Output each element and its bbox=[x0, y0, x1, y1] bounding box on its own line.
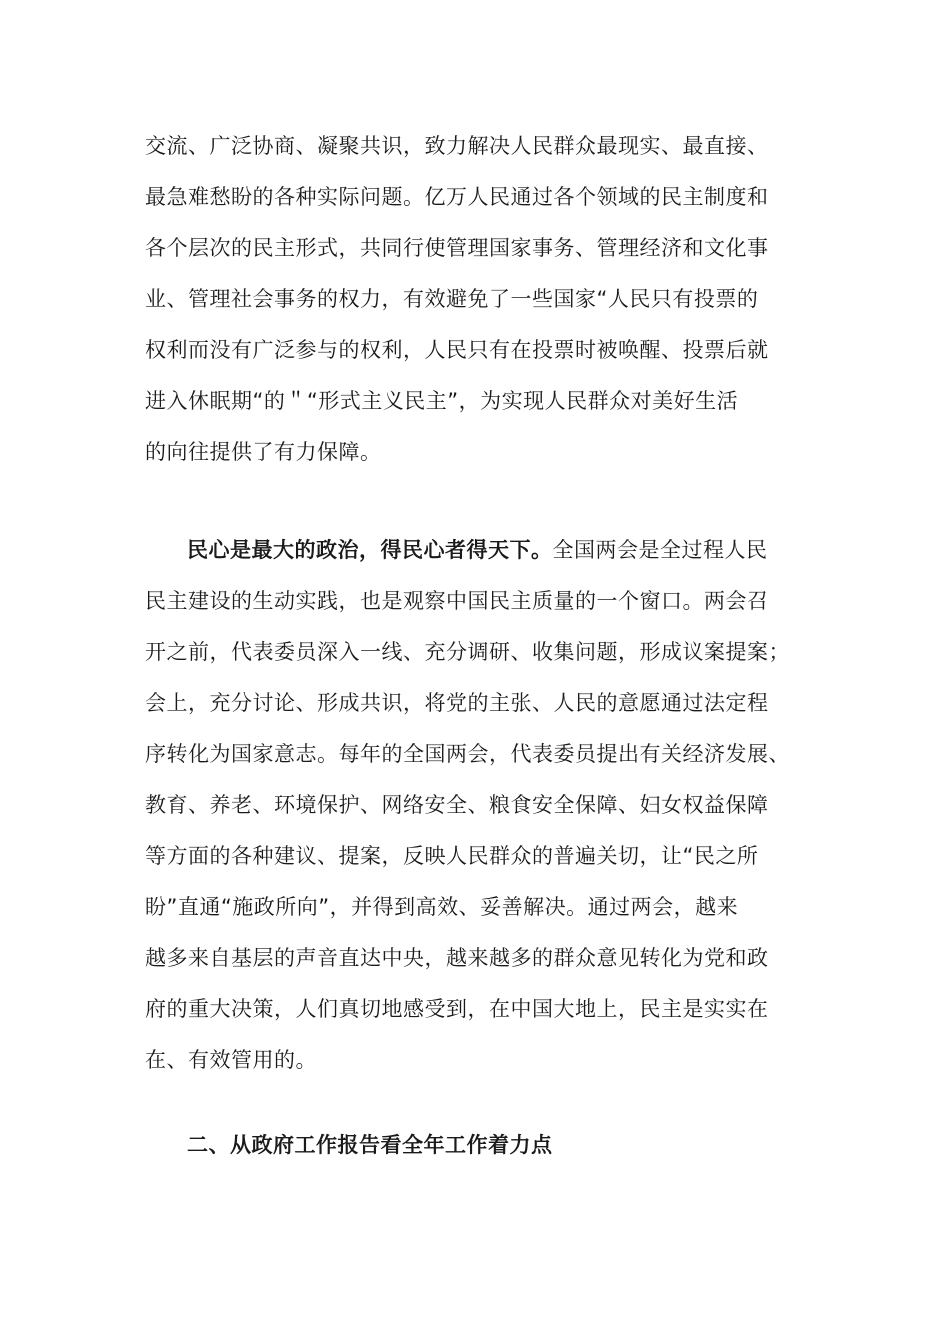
paragraph-line: 开之前，代表委员深入一线、充分调研、收集问题，形成议案提案； bbox=[145, 640, 790, 664]
paragraph-line: 越多来自基层的声音直达中央，越来越多的群众意见转化为党和政 bbox=[145, 946, 769, 970]
paragraph-line: 教育、养老、环境保护、网络安全、粮食安全保障、妇女权益保障 bbox=[145, 793, 769, 817]
section-heading: 二、从政府工作报告看全年工作着力点 bbox=[187, 1133, 553, 1157]
paragraph-line: 在、有效管用的。 bbox=[145, 1048, 317, 1072]
paragraph-line: 权利而没有广泛参与的权利，人民只有在投票时被唤醒、投票后就 bbox=[145, 338, 769, 362]
paragraph-line: 的向往提供了有力保障。 bbox=[145, 440, 382, 464]
paragraph-line: 进入休眠期“的＂“形式主义民主”，为实现人民群众对美好生活 bbox=[145, 389, 739, 413]
paragraph-line: 府的重大决策，人们真切地感受到，在中国大地上，民主是实实在 bbox=[145, 997, 769, 1021]
paragraph-line: 交流、广泛协商、凝聚共识，致力解决人民群众最现实、最直接、 bbox=[145, 134, 769, 158]
paragraph-line: 业、管理社会事务的权力，有效避免了一些国家“人民只有投票的 bbox=[145, 287, 759, 311]
paragraph-1 bbox=[145, 121, 835, 478]
paragraph-first-line-rest: 全国两会是全过程人民 bbox=[552, 538, 768, 562]
paragraph-line: 民主建设的生动实践，也是观察中国民主质量的一个窗口。两会召 bbox=[145, 589, 769, 613]
paragraph-line: 序转化为国家意志。每年的全国两会，代表委员提出有关经济发展、 bbox=[145, 742, 790, 766]
paragraph-line: 等方面的各种建议、提案，反映人民群众的普遍关切，让“民之所 bbox=[145, 844, 759, 868]
paragraph-2 bbox=[145, 525, 835, 1086]
paragraph-lead-sentence: 民心是最大的政治，得民心者得天下。 bbox=[187, 538, 553, 562]
paragraph-line: 各个层次的民主形式，共同行使管理国家事务、管理经济和文化事 bbox=[145, 236, 769, 260]
paragraph-line: 盼”直通“施政所向”，并得到高效、妥善解决。通过两会，越来 bbox=[145, 895, 739, 919]
paragraph-line: 会上，充分讨论、形成共识，将党的主张、人民的意愿通过法定程 bbox=[145, 691, 769, 715]
paragraph-first-line bbox=[145, 525, 835, 576]
paragraph-line: 最急难愁盼的各种实际问题。亿万人民通过各个领域的民主制度和 bbox=[145, 185, 769, 209]
